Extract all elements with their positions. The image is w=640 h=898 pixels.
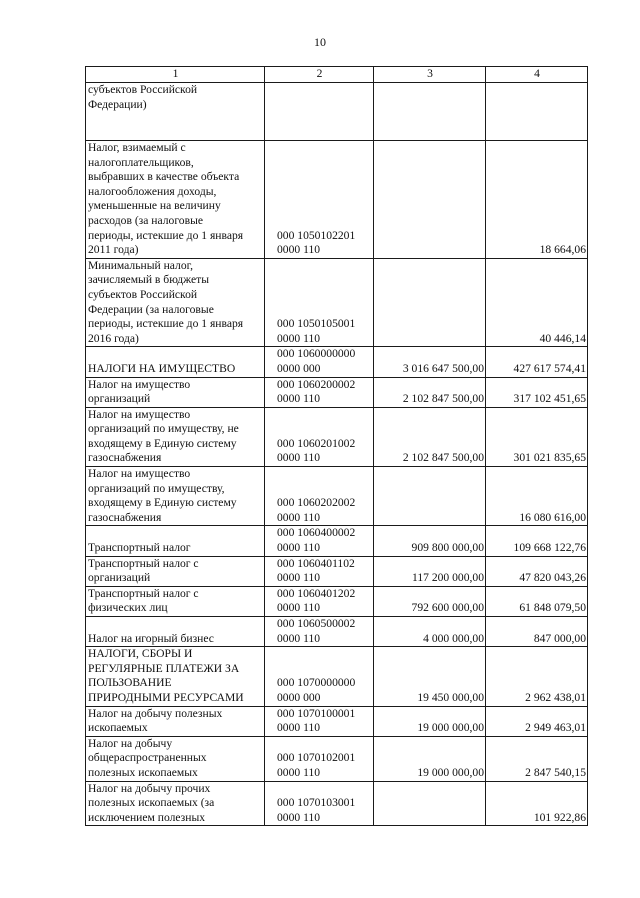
row-name: Налог на имущество организаций — [86, 377, 265, 407]
row-name: Налог на добычу полезных ископаемых — [86, 706, 265, 736]
table-row — [86, 617, 588, 647]
row-plan: 19 000 000,00 — [374, 706, 486, 736]
row-code — [265, 83, 374, 141]
table-row — [86, 526, 588, 556]
row-code: 000 1070100001 0000 110 — [265, 706, 374, 736]
budget-table — [85, 66, 588, 826]
row-name: НАЛОГИ, СБОРЫ И РЕГУЛЯРНЫЕ ПЛАТЕЖИ ЗА ПОЛЬЗОВАНИЕ ПРИРОДНЫМИ РЕСУРСАМИ — [86, 647, 265, 706]
row-name: Налог, взимаемый с налогоплательщиков, выбравших в качестве объекта налогообложения доходы, уменьшенные на величину расходов (за налоговые периоды, истекшие до 1 января 2011 года) — [86, 141, 265, 259]
row-code: 000 1060000000 0000 000 — [265, 347, 374, 377]
row-code: 000 1060400002 0000 110 — [265, 526, 374, 556]
row-plan: 792 600 000,00 — [374, 586, 486, 616]
row-name: Транспортный налог с физических лиц — [86, 586, 265, 616]
row-code: 000 1070103001 0000 110 — [265, 781, 374, 826]
table-row — [86, 141, 588, 259]
table-row — [86, 347, 588, 377]
header-row — [86, 67, 588, 83]
row-name: Минимальный налог, зачисляемый в бюджеты субъектов Российской Федерации (за налоговые периоды, истекшие до 1 января 2016 года) — [86, 258, 265, 347]
row-plan — [374, 83, 486, 141]
table-row — [86, 781, 588, 826]
table-row — [86, 258, 588, 347]
row-fact: 109 668 122,76 — [486, 526, 588, 556]
row-plan — [374, 258, 486, 347]
row-code: 000 1060202002 0000 110 — [265, 467, 374, 526]
row-code: 000 1060401102 0000 110 — [265, 556, 374, 586]
row-name: Налог на имущество организаций по имуществу, входящему в Единую систему газоснабжения — [86, 467, 265, 526]
row-code: 000 1060401202 0000 110 — [265, 586, 374, 616]
row-fact: 47 820 043,26 — [486, 556, 588, 586]
row-plan — [374, 781, 486, 826]
row-plan: 117 200 000,00 — [374, 556, 486, 586]
row-name: Налог на добычу прочих полезных ископаемых (за исключением полезных — [86, 781, 265, 826]
row-fact: 18 664,06 — [486, 141, 588, 259]
row-name: субъектов Российской Федерации) — [86, 83, 265, 141]
row-plan: 19 000 000,00 — [374, 736, 486, 781]
table-row — [86, 556, 588, 586]
row-fact: 847 000,00 — [486, 617, 588, 647]
column-header-1: 1 — [86, 67, 265, 83]
row-fact: 101 922,86 — [486, 781, 588, 826]
row-plan: 19 450 000,00 — [374, 647, 486, 706]
table-body — [86, 83, 588, 826]
row-fact: 301 021 835,65 — [486, 407, 588, 466]
row-fact: 2 949 463,01 — [486, 706, 588, 736]
column-header-4: 4 — [486, 67, 588, 83]
row-fact: 16 080 616,00 — [486, 467, 588, 526]
row-fact: 2 962 438,01 — [486, 647, 588, 706]
table-row — [86, 736, 588, 781]
row-plan: 2 102 847 500,00 — [374, 377, 486, 407]
table-header — [86, 67, 588, 83]
row-plan: 3 016 647 500,00 — [374, 347, 486, 377]
table-row — [86, 407, 588, 466]
table-row — [86, 647, 588, 706]
row-code: 000 1060500002 0000 110 — [265, 617, 374, 647]
row-name: Налог на игорный бизнес — [86, 617, 265, 647]
row-code: 000 1050105001 0000 110 — [265, 258, 374, 347]
row-plan: 909 800 000,00 — [374, 526, 486, 556]
row-plan: 2 102 847 500,00 — [374, 407, 486, 466]
table-row — [86, 467, 588, 526]
row-name: Транспортный налог — [86, 526, 265, 556]
row-name: НАЛОГИ НА ИМУЩЕСТВО — [86, 347, 265, 377]
row-fact: 317 102 451,65 — [486, 377, 588, 407]
row-name: Налог на добычу общераспространенных полезных ископаемых — [86, 736, 265, 781]
row-fact: 61 848 079,50 — [486, 586, 588, 616]
row-name: Транспортный налог с организаций — [86, 556, 265, 586]
column-header-3: 3 — [374, 67, 486, 83]
row-code: 000 1060200002 0000 110 — [265, 377, 374, 407]
row-code: 000 1060201002 0000 110 — [265, 407, 374, 466]
table-row — [86, 586, 588, 616]
row-code: 000 1070000000 0000 000 — [265, 647, 374, 706]
row-code: 000 1070102001 0000 110 — [265, 736, 374, 781]
row-plan: 4 000 000,00 — [374, 617, 486, 647]
row-plan — [374, 141, 486, 259]
page-number: 10 — [314, 35, 326, 49]
table-row — [86, 83, 588, 141]
row-fact: 40 446,14 — [486, 258, 588, 347]
row-name: Налог на имущество организаций по имуществу, не входящему в Единую систему газоснабжения — [86, 407, 265, 466]
table-row — [86, 706, 588, 736]
row-fact: 427 617 574,41 — [486, 347, 588, 377]
row-fact — [486, 83, 588, 141]
row-code: 000 1050102201 0000 110 — [265, 141, 374, 259]
row-plan — [374, 467, 486, 526]
row-fact: 2 847 540,15 — [486, 736, 588, 781]
table-row — [86, 377, 588, 407]
column-header-2: 2 — [265, 67, 374, 83]
